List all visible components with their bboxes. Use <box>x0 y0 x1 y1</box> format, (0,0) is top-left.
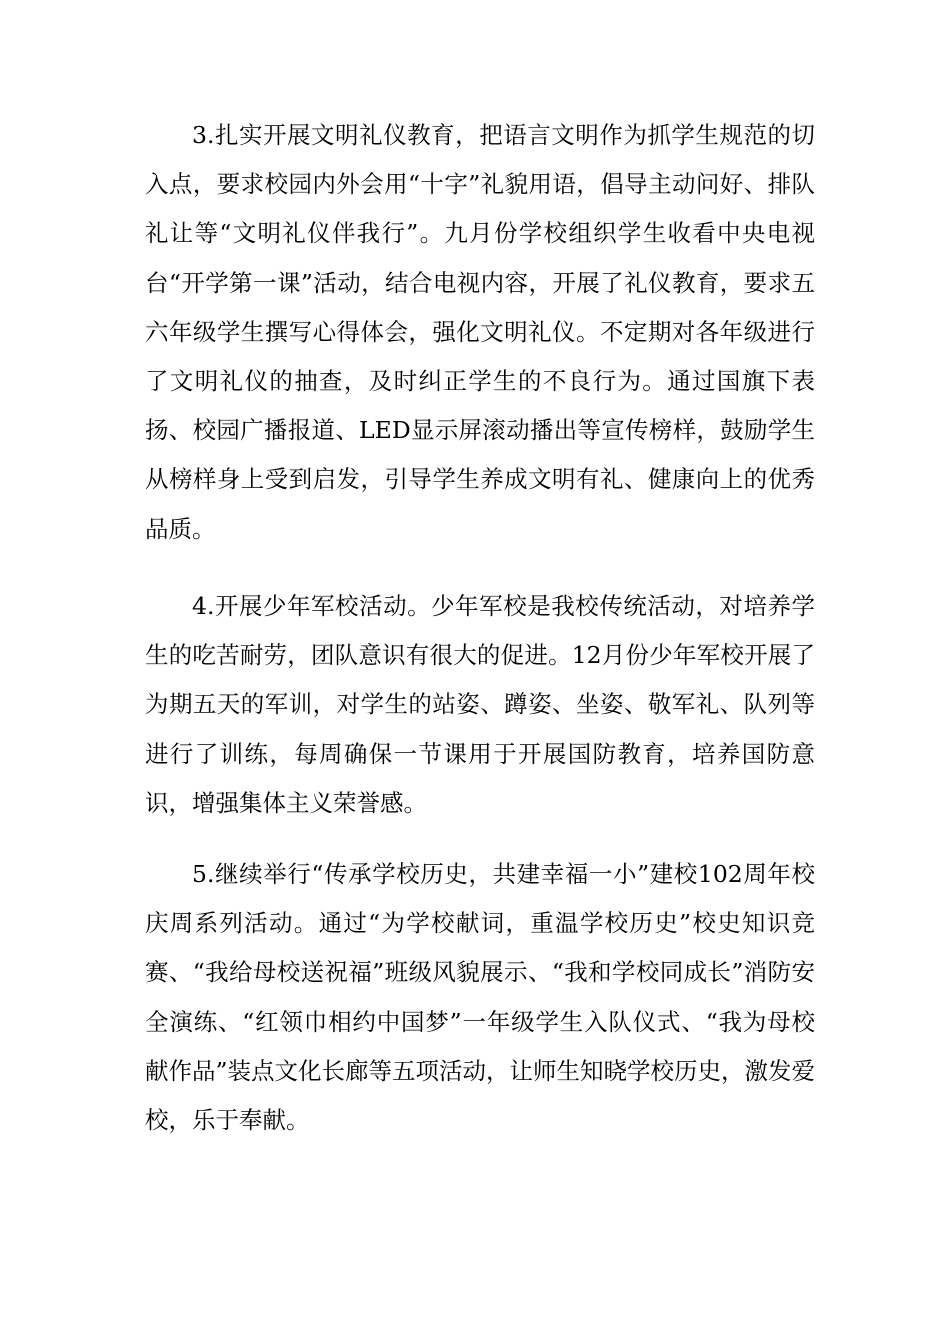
paragraph-school-anniversary: 5.继续举行“传承学校历史，共建幸福一小”建校102周年校庆周系列活动。通过“为学校献词，重温学校历史”校史知识竞赛、“我给母校送祝福”班级风貌展示、“我和学校同成长”消防安全演练、“红领巾相约中国梦”一年级学生入队仪式、“我为母校献作品”装点文化长廊等五项活动，让师生知晓学校历史，激发爱校，乐于奉献。 <box>145 860 816 1135</box>
paragraph-junior-military-school: 4.开展少年军校活动。少年军校是我校传统活动，对培养学生的吃苦耐劳，团队意识有很大的促进。12月份少年军校开展了为期五天的军训，对学生的站姿、蹲姿、坐姿、敬军礼、队列等进行了训练，每周确保一节课用于开展国防教育，培养国防意识，增强集体主义荣誉感。 <box>145 592 815 817</box>
paragraph-etiquette-education: 3.扎实开展文明礼仪教育，把语言文明作为抓学生规范的切入点，要求校园内外会用“十字”礼貌用语，倡导主动问好、排队礼让等“文明礼仪伴我行”。九月份学校组织学生收看中央电视台“开学第一课”活动，结合电视内容，开展了礼仪教育，要求五六年级学生撰写心得体会，强化文明礼仪。不定期对各年级进行了文明礼仪的抽查，及时纠正学生的不良行为。通过国旗下表扬、校园广播报道、LED显示屏滚动播出等宣传榜样，鼓励学生从榜样身上受到启发，引导学生养成文明有礼、健康向上的优秀品质。 <box>145 121 815 543</box>
